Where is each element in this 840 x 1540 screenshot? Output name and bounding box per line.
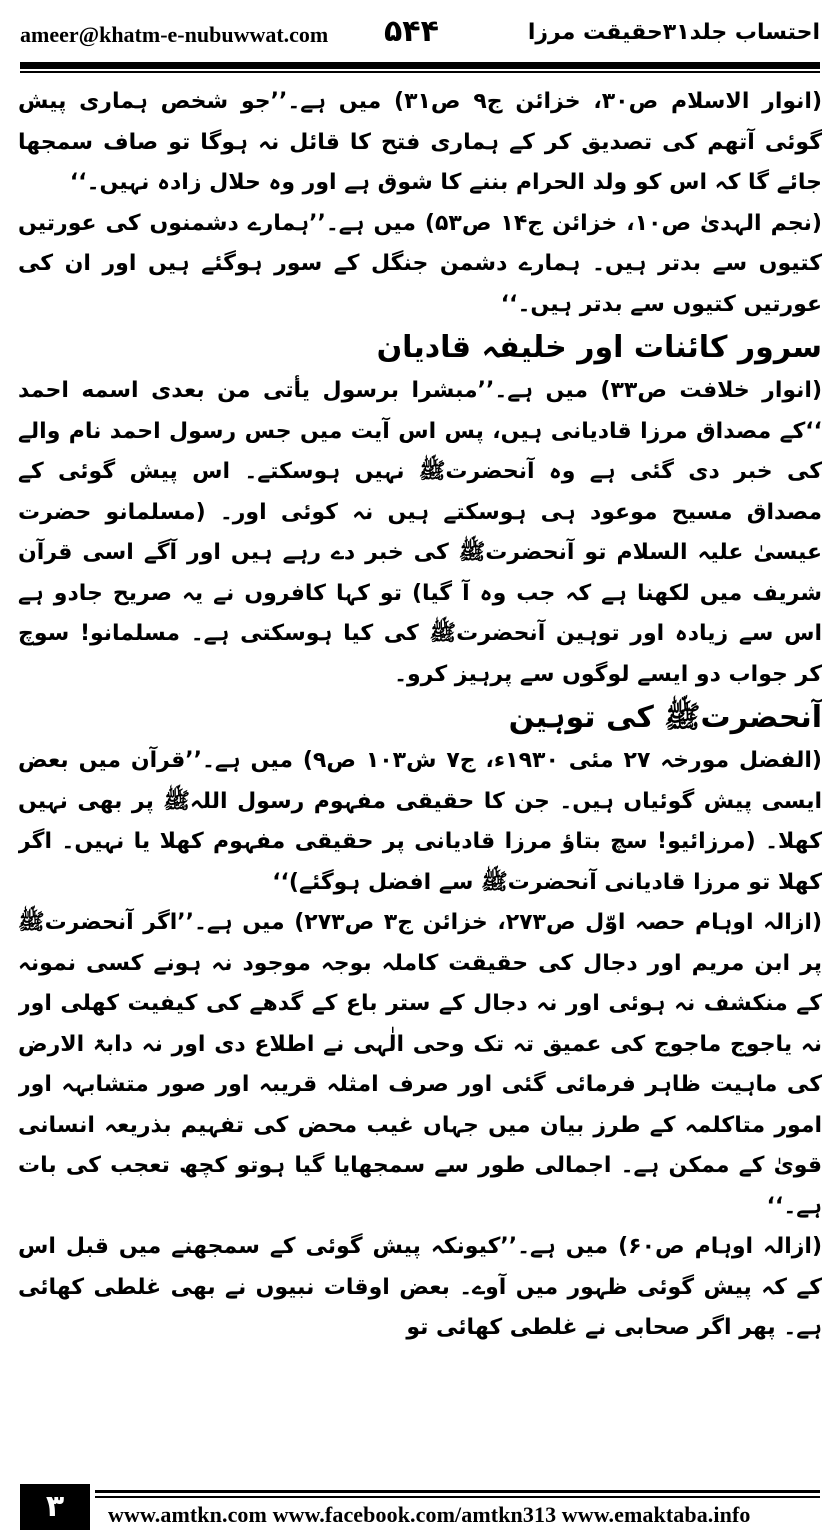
header-page-number: ۵۴۴: [384, 14, 439, 49]
section-heading-1: سرور کائنات اور خلیفہ قادیان: [376, 330, 822, 365]
paragraph-4: (الفضل مورخہ ۲۷ مئی ۱۹۳۰ء، ج۷ ش۱۰۳ ص۹) میں ہے۔’’قرآن میں بعض ایسی پیش گوئیاں ہیں۔ جن کا حقیقی مفہوم رسول اللہﷺ پر بھی نہیں کھلا۔ (مرزائیو! سچ بتاؤ مرزا قادیانی پر حقیقی مفہوم کھلا یا نہیں۔ اگر کھلا تو مرزا قادیانی آنحضرتﷺ سے افضل ہوگئے)‘‘: [18, 748, 822, 895]
footer-links: www.amtkn.com www.facebook.com/amtkn313 www.emaktaba.info: [108, 1502, 751, 1527]
footer-rule-thick: [95, 1490, 820, 1493]
paragraph-2: (نجم الہدیٰ ص۱۰، خزائن ج۱۴ ص۵۳) میں ہے۔’’ہمارے دشمنوں کی عورتیں کتیوں سے بدتر ہیں۔ ہمارے دشمن جنگل کے سور ہوگئے ہیں اور ان کی عورتیں کتیوں سے بدتر ہیں۔‘‘: [18, 210, 822, 317]
footer-page-box: ۳: [20, 1484, 90, 1530]
header-email: ameer@khatm-e-nubuwwat.com: [20, 22, 329, 47]
page-header: [0, 0, 840, 70]
footer-rule-thin: [95, 1496, 820, 1498]
section-heading-2: آنحضرتﷺ کی توہین: [508, 700, 822, 735]
header-book-title: احتساب جلد۳۱حقیقت مرزا: [527, 20, 820, 45]
header-rule-thin: [20, 71, 820, 73]
page-footer: [0, 1484, 840, 1540]
paragraph-6: (ازالہ اوہام ص۶۰) میں ہے۔’’کیونکہ پیش گوئی کے سمجھنے میں قبل اس کے کہ پیش گوئی ظہور میں آوے۔ بعض اوقات نبیوں نے بھی غلطی کھائی ہے۔ پھر اگر صحابی نے غلطی کھائی تو: [18, 1234, 822, 1340]
paragraph-1: (انوار الاسلام ص۳۰، خزائن ج۹ ص۳۱) میں ہے۔’’جو شخص ہماری پیش گوئی آتھم کی تصدیق کر کے ہماری فتح کا قائل نہ ہوگا تو صاف سمجھا جائے گا کہ اس کو ولد الحرام بننے کا شوق ہے اور وہ حلال زادہ نہیں۔‘‘: [18, 89, 822, 195]
page-body: [18, 82, 822, 1462]
paragraph-3: (انوار خلافت ص۳۳) میں ہے۔’’مبشرا برسول یأتی من بعدی اسمه احمد ‘‘کے مصداق مرزا قادیانی ہیں، پس اس آیت میں جس رسول احمد نام والے کی خبر دی گئی ہے وہ آنحضرتﷺ نہیں ہوسکتے۔ اس پیش گوئی کے مصداق مسیح موعود ہی ہوسکتے ہیں نہ کوئی اور۔ (مسلمانو حضرت عیسیٰ علیہ السلام تو آنحضرتﷺ کی خبر دے رہے ہیں اور آگے اسی قرآن شریف میں لکھنا ہے کہ جب وہ آ گیا) تو کہا کافروں نے یہ صریح جادو ہے اس سے زیادہ اور توہین آنحضرتﷺ کی کیا ہوسکتی ہے۔ مسلمانو! سوچ کر جواب دو ایسے لوگوں سے پرہیز کرو۔: [18, 378, 822, 687]
paragraph-5: (ازالہ اوہام حصہ اوّل ص۲۷۳، خزائن ج۳ ص۲۷۳) میں ہے۔’’اگر آنحضرتﷺ پر ابن مریم اور دجال کی حقیقت کاملہ بوجہ موجود نہ ہونے کسی نمونہ کے منکشف نہ ہوئی اور نہ دجال کے ستر باع کے گدھے کی کیفیت کھلی اور نہ یاجوج ماجوج کی عمیق تہ تک وحی الٰہی نے اطلاع دی اور نہ دابۃ الارض کی ماہیت ظاہر فرمائی گئی اور صرف امثلہ قریبہ اور صور متشابہہ اور امور متاکلمہ کے طرز بیان میں جہاں غیب محض کی تفہیم بذریعہ انسانی قویٰ کے ممکن ہے۔ اجمالی طور سے سمجھایا گیا ہوتو کچھ تعجب کی بات ہے۔‘‘: [18, 910, 822, 1219]
header-rule-thick: [20, 62, 820, 69]
